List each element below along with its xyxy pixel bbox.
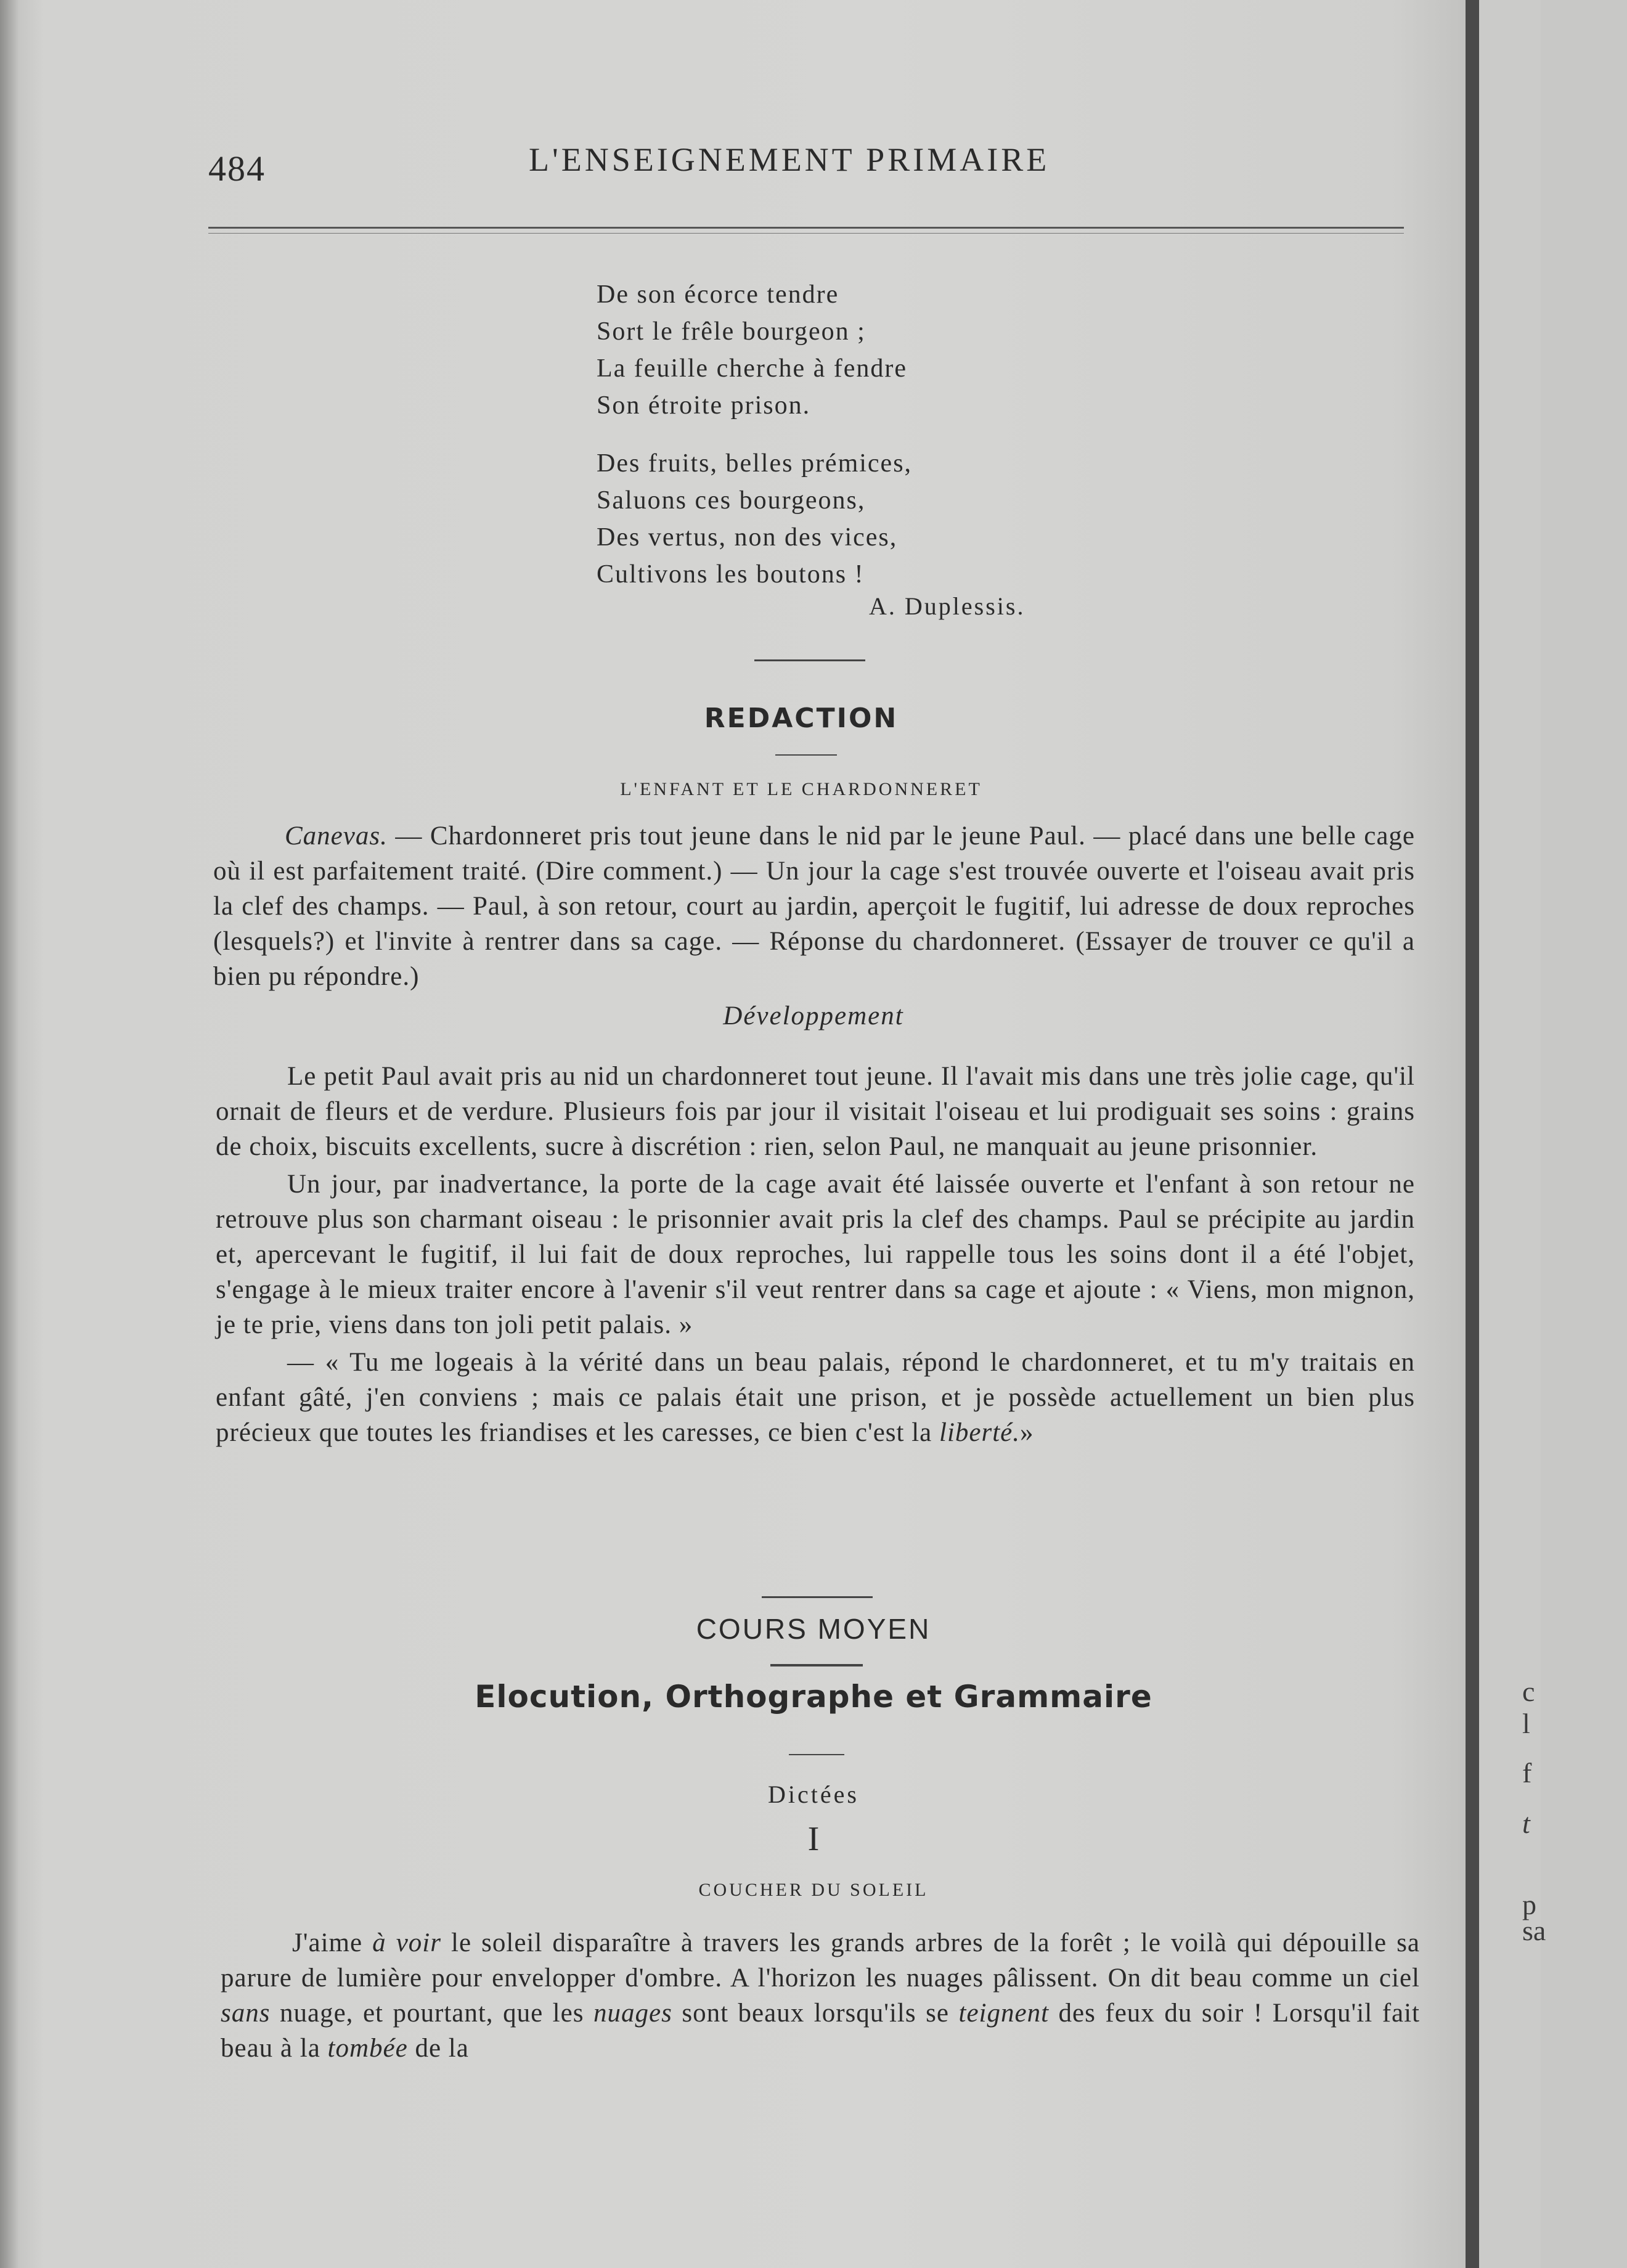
poem-stanza [597, 445, 912, 593]
dictation-emphasis: sans [221, 1999, 271, 2028]
dictation-emphasis: teignent [958, 1999, 1050, 2028]
adjacent-page-fragment: f [1522, 1757, 1532, 1789]
poem-line: Cultivons les boutons ! [597, 560, 865, 589]
paragraph: Un jour, par inadvertance, la porte de la cage avait été laissée ouverte et l'enfant à son retour ne retrouve plus son charmant oiseau : le prisonnier avait pris la clef des champs. Paul se précipite au jardin et, apercevant le fugitif, il lui fait de doux reproches, lui rappelle tous les soins dont il a été l'objet, s'engage à le mieux traiter encore à l'avenir s'il veut rentrer dans sa cage et ajoute : « Viens, mon mignon, je te prie, viens dans ton joli petit palais. » [216, 1170, 1415, 1339]
development-body [216, 1059, 1415, 1450]
paragraph: Le petit Paul avait pris au nid un chardonneret tout jeune. Il l'avait mis dans une très jolie cage, qu'il ornait de fleurs et de verdure. Plusieurs fois par jour il visitait l'oiseau et lui prodiguait ses soins : grains de choix, biscuits excellents, sucre à discrétion : rien, selon Paul, ne manquait au jeune prisonnier. [216, 1062, 1415, 1161]
course-level-heading: COURS MOYEN [696, 1613, 931, 1645]
section-divider [770, 1664, 863, 1666]
page-edge-shadow [0, 0, 18, 2268]
running-head: L'ENSEIGNEMENT PRIMAIRE [529, 141, 1050, 178]
poem-line: La feuille cherche à fendre [597, 354, 908, 383]
section-heading: REDACTION [704, 703, 899, 734]
canevas-paragraph [213, 818, 1415, 994]
poem-line: Son étroite prison. [597, 391, 811, 420]
adjacent-page-fragment: c [1522, 1676, 1535, 1707]
emphasis-word: liberté. [939, 1418, 1021, 1447]
subsection-heading: Dictées [768, 1781, 859, 1808]
dictation-number: I [807, 1820, 820, 1858]
header-rule [208, 227, 1404, 229]
section-divider [762, 1596, 873, 1598]
section-heading: Elocution, Orthographe et Grammaire [475, 1679, 1152, 1715]
paragraph-text: » [1020, 1418, 1034, 1447]
dictation-segment: sont beaux lorsqu'ils se [672, 1999, 959, 2028]
development-heading: Développement [723, 1001, 904, 1030]
adjacent-page-fragment: t [1522, 1808, 1530, 1839]
dictation-emphasis: à voir [372, 1928, 441, 1957]
dictation-segment: J'aime [292, 1928, 373, 1957]
book-gutter [1466, 0, 1479, 2268]
dictation-segment: de la [407, 2034, 469, 2063]
poem-line: Des vertus, non des vices, [597, 523, 898, 552]
adjacent-page-fragment: l [1522, 1708, 1530, 1739]
dictation-segment: des feux du soir ! Lorsqu'il fait beau à la [221, 1999, 1421, 2063]
exercise-title: L'ENFANT ET LE CHARDONNERET [620, 779, 982, 799]
dictation-segment: le soleil disparaître à travers les grands arbres de la forêt ; le voilà qui dépouille sa parure de lumière pour envelopper d'ombre. A l'horizon les nuages pâlissent. On dit beau comme un ciel [221, 1928, 1420, 1993]
dictation-emphasis: tombée [327, 2034, 408, 2063]
dictation-text [221, 1925, 1420, 2066]
dictation-segment: nuage, et pourtant, que les [270, 1999, 593, 2028]
poem-line: De son écorce tendre [597, 280, 839, 309]
header-rule [208, 233, 1404, 234]
heading-divider [789, 1754, 844, 1755]
adjacent-page-fragment: sa [1522, 1915, 1546, 1946]
heading-divider [775, 754, 837, 756]
paragraph [216, 1345, 1415, 1450]
adjacent-page-fragment: p [1522, 1889, 1536, 1920]
canevas-label: Canevas. [285, 822, 388, 851]
paragraph-text: — « Tu me logeais à la vérité dans un beau palais, répond le chardonneret, et tu m'y traitais en enfant gâté, j'en conviens ; mais ce palais était une prison, et je possède actuellement un bien plus précieux que toutes les friandises et les caresses, ce bien c'est la [216, 1348, 1415, 1447]
poem-line: Des fruits, belles prémices, [597, 449, 913, 478]
poem-line: Sort le frêle bourgeon ; [597, 317, 866, 346]
page-number: 484 [208, 149, 266, 189]
adjacent-page-edge [1479, 0, 1546, 2268]
dictation-emphasis: nuages [593, 1999, 672, 2028]
canevas-text: — Chardonneret pris tout jeune dans le nid par le jeune Paul. — placé dans une belle cage où il est parfaitement traité. (Dire comment.) — Un jour la cage s'est trouvée ouverte et l'oiseau avait pris la clef des champs. — Paul, à son retour, court au jardin, aperçoit le fugitif, lui adresse de doux reproches (lesquels?) et l'invite à rentrer dans sa cage. — Réponse du chardonneret. (Essayer de trouver ce qu'il a bien pu répondre.) [213, 822, 1415, 991]
section-divider [754, 659, 865, 661]
poem-line: Saluons ces bourgeons, [597, 486, 866, 515]
dictation-title: COUCHER DU SOLEIL [698, 1880, 929, 1900]
poem-stanza [597, 276, 907, 424]
poem-author: A. Duplessis. [869, 592, 1026, 620]
